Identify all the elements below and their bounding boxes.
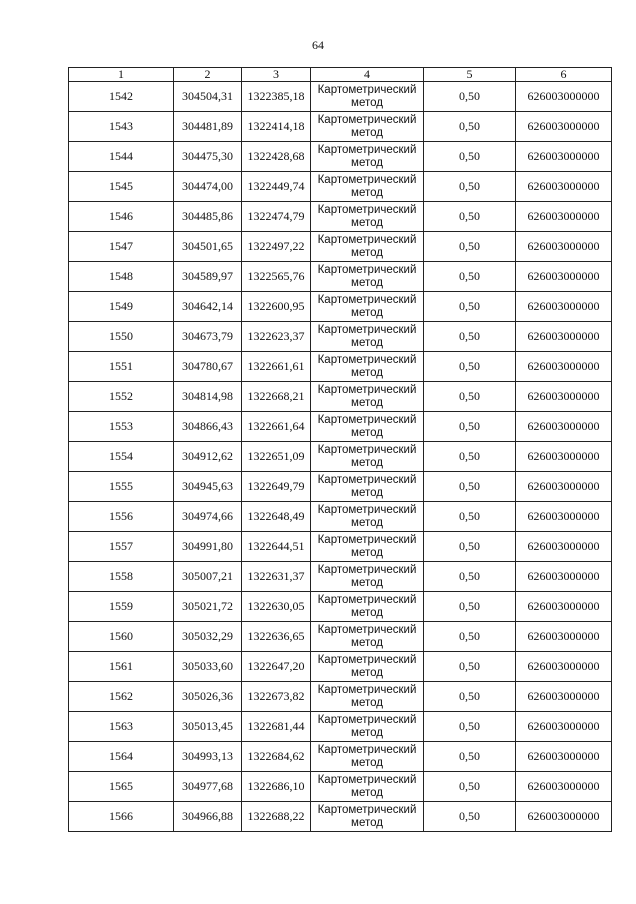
table-row [69, 202, 612, 232]
accuracy-cell: 0,50 [424, 472, 516, 502]
method-cell [311, 82, 424, 112]
table-body [69, 82, 612, 832]
y-coordinate-cell: 1322449,74 [242, 172, 311, 202]
y-coordinate-cell: 1322623,37 [242, 322, 311, 352]
method-cell [311, 562, 424, 592]
y-coordinate-cell: 1322647,20 [242, 652, 311, 682]
x-coordinate-cell: 304977,68 [174, 772, 242, 802]
code-cell: 626003000000 [516, 142, 612, 172]
method-cell [311, 472, 424, 502]
y-coordinate-cell: 1322636,65 [242, 622, 311, 652]
method-line-2: метод [351, 246, 383, 259]
point-number-cell: 1542 [69, 82, 174, 112]
table-row [69, 712, 612, 742]
accuracy-cell: 0,50 [424, 532, 516, 562]
y-coordinate-cell: 1322497,22 [242, 232, 311, 262]
x-coordinate-cell: 305013,45 [174, 712, 242, 742]
x-coordinate-cell: 304504,31 [174, 82, 242, 112]
y-coordinate-cell: 1322681,44 [242, 712, 311, 742]
method-line-2: метод [351, 396, 383, 409]
table-row [69, 382, 612, 412]
point-number-cell: 1559 [69, 592, 174, 622]
x-coordinate-cell: 304814,98 [174, 382, 242, 412]
code-cell: 626003000000 [516, 622, 612, 652]
point-number-cell: 1561 [69, 652, 174, 682]
method-line-1: Картометрический [317, 173, 417, 186]
method-cell [311, 742, 424, 772]
method-line-2: метод [351, 486, 383, 499]
method-line-2: метод [351, 666, 383, 679]
code-cell: 626003000000 [516, 112, 612, 142]
method-line-1: Картометрический [317, 263, 417, 276]
accuracy-cell: 0,50 [424, 562, 516, 592]
method-line-1: Картометрический [317, 413, 417, 426]
code-cell: 626003000000 [516, 352, 612, 382]
method-line-1: Картометрический [317, 83, 417, 96]
method-cell [311, 622, 424, 652]
x-coordinate-cell: 304993,13 [174, 742, 242, 772]
code-cell: 626003000000 [516, 232, 612, 262]
method-cell [311, 382, 424, 412]
method-line-1: Картометрический [317, 683, 417, 696]
y-coordinate-cell: 1322651,09 [242, 442, 311, 472]
accuracy-cell: 0,50 [424, 652, 516, 682]
method-cell [311, 442, 424, 472]
x-coordinate-cell: 304485,86 [174, 202, 242, 232]
method-line-2: метод [351, 696, 383, 709]
point-number-cell: 1544 [69, 142, 174, 172]
method-line-1: Картометрический [317, 293, 417, 306]
x-coordinate-cell: 305021,72 [174, 592, 242, 622]
code-cell: 626003000000 [516, 742, 612, 772]
code-cell: 626003000000 [516, 712, 612, 742]
method-cell [311, 712, 424, 742]
method-line-2: метод [351, 606, 383, 619]
accuracy-cell: 0,50 [424, 82, 516, 112]
method-line-2: метод [351, 726, 383, 739]
x-coordinate-cell: 304945,63 [174, 472, 242, 502]
method-cell [311, 322, 424, 352]
method-line-1: Картометрический [317, 533, 417, 546]
code-cell: 626003000000 [516, 292, 612, 322]
point-number-cell: 1552 [69, 382, 174, 412]
table-header [69, 68, 612, 82]
method-line-2: метод [351, 816, 383, 829]
accuracy-cell: 0,50 [424, 592, 516, 622]
x-coordinate-cell: 305026,36 [174, 682, 242, 712]
table-row [69, 142, 612, 172]
x-coordinate-cell: 304974,66 [174, 502, 242, 532]
x-coordinate-cell: 304912,62 [174, 442, 242, 472]
code-cell: 626003000000 [516, 382, 612, 412]
accuracy-cell: 0,50 [424, 622, 516, 652]
method-line-1: Картометрический [317, 503, 417, 516]
x-coordinate-cell: 304991,80 [174, 532, 242, 562]
method-line-1: Картометрический [317, 473, 417, 486]
y-coordinate-cell: 1322686,10 [242, 772, 311, 802]
accuracy-cell: 0,50 [424, 772, 516, 802]
method-line-1: Картометрический [317, 323, 417, 336]
method-line-2: метод [351, 96, 383, 109]
point-number-cell: 1548 [69, 262, 174, 292]
method-cell [311, 232, 424, 262]
accuracy-cell: 0,50 [424, 382, 516, 412]
table-row [69, 622, 612, 652]
table-row [69, 772, 612, 802]
accuracy-cell: 0,50 [424, 142, 516, 172]
method-line-2: метод [351, 546, 383, 559]
code-cell: 626003000000 [516, 802, 612, 832]
code-cell: 626003000000 [516, 592, 612, 622]
method-line-2: метод [351, 186, 383, 199]
y-coordinate-cell: 1322565,76 [242, 262, 311, 292]
accuracy-cell: 0,50 [424, 172, 516, 202]
y-coordinate-cell: 1322385,18 [242, 82, 311, 112]
method-cell [311, 802, 424, 832]
x-coordinate-cell: 305033,60 [174, 652, 242, 682]
point-number-cell: 1551 [69, 352, 174, 382]
x-coordinate-cell: 304481,89 [174, 112, 242, 142]
code-cell: 626003000000 [516, 472, 612, 502]
point-number-cell: 1550 [69, 322, 174, 352]
header-col-1: 1 [69, 68, 174, 82]
point-number-cell: 1553 [69, 412, 174, 442]
method-line-1: Картометрический [317, 773, 417, 786]
method-cell [311, 202, 424, 232]
y-coordinate-cell: 1322684,62 [242, 742, 311, 772]
method-line-2: метод [351, 366, 383, 379]
method-cell [311, 502, 424, 532]
table-row [69, 592, 612, 622]
x-coordinate-cell: 304475,30 [174, 142, 242, 172]
point-number-cell: 1545 [69, 172, 174, 202]
method-line-1: Картометрический [317, 383, 417, 396]
method-line-1: Картометрический [317, 203, 417, 216]
table-row [69, 112, 612, 142]
method-cell [311, 652, 424, 682]
point-number-cell: 1556 [69, 502, 174, 532]
code-cell: 626003000000 [516, 202, 612, 232]
method-line-1: Картометрический [317, 443, 417, 456]
x-coordinate-cell: 305007,21 [174, 562, 242, 592]
accuracy-cell: 0,50 [424, 232, 516, 262]
table-row [69, 802, 612, 832]
accuracy-cell: 0,50 [424, 262, 516, 292]
accuracy-cell: 0,50 [424, 712, 516, 742]
table-row [69, 532, 612, 562]
method-cell [311, 262, 424, 292]
method-line-1: Картометрический [317, 353, 417, 366]
method-line-2: метод [351, 216, 383, 229]
table-row [69, 172, 612, 202]
method-line-1: Картометрический [317, 593, 417, 606]
table-row [69, 472, 612, 502]
method-cell [311, 412, 424, 442]
code-cell: 626003000000 [516, 442, 612, 472]
accuracy-cell: 0,50 [424, 292, 516, 322]
point-number-cell: 1554 [69, 442, 174, 472]
method-line-2: метод [351, 306, 383, 319]
point-number-cell: 1565 [69, 772, 174, 802]
header-col-3: 3 [242, 68, 311, 82]
x-coordinate-cell: 305032,29 [174, 622, 242, 652]
page-number: 64 [312, 38, 324, 52]
code-cell: 626003000000 [516, 412, 612, 442]
method-cell [311, 142, 424, 172]
code-cell: 626003000000 [516, 82, 612, 112]
x-coordinate-cell: 304673,79 [174, 322, 242, 352]
header-col-6: 6 [516, 68, 612, 82]
point-number-cell: 1562 [69, 682, 174, 712]
code-cell: 626003000000 [516, 262, 612, 292]
method-line-2: метод [351, 336, 383, 349]
x-coordinate-cell: 304966,88 [174, 802, 242, 832]
y-coordinate-cell: 1322630,05 [242, 592, 311, 622]
accuracy-cell: 0,50 [424, 112, 516, 142]
x-coordinate-cell: 304866,43 [174, 412, 242, 442]
method-line-2: метод [351, 126, 383, 139]
method-line-1: Картометрический [317, 653, 417, 666]
point-number-cell: 1560 [69, 622, 174, 652]
method-cell [311, 682, 424, 712]
y-coordinate-cell: 1322649,79 [242, 472, 311, 502]
table-row [69, 232, 612, 262]
point-number-cell: 1555 [69, 472, 174, 502]
code-cell: 626003000000 [516, 652, 612, 682]
y-coordinate-cell: 1322668,21 [242, 382, 311, 412]
method-cell [311, 112, 424, 142]
code-cell: 626003000000 [516, 502, 612, 532]
header-col-4: 4 [311, 68, 424, 82]
x-coordinate-cell: 304780,67 [174, 352, 242, 382]
accuracy-cell: 0,50 [424, 442, 516, 472]
accuracy-cell: 0,50 [424, 202, 516, 232]
method-line-2: метод [351, 426, 383, 439]
method-line-1: Картометрический [317, 233, 417, 246]
y-coordinate-cell: 1322644,51 [242, 532, 311, 562]
table-row [69, 502, 612, 532]
y-coordinate-cell: 1322428,68 [242, 142, 311, 172]
method-line-1: Картометрический [317, 743, 417, 756]
code-cell: 626003000000 [516, 172, 612, 202]
table-row [69, 322, 612, 352]
code-cell: 626003000000 [516, 772, 612, 802]
table-row [69, 442, 612, 472]
method-line-2: метод [351, 456, 383, 469]
code-cell: 626003000000 [516, 562, 612, 592]
y-coordinate-cell: 1322600,95 [242, 292, 311, 322]
x-coordinate-cell: 304501,65 [174, 232, 242, 262]
coordinates-table [68, 67, 612, 832]
accuracy-cell: 0,50 [424, 502, 516, 532]
method-line-2: метод [351, 786, 383, 799]
accuracy-cell: 0,50 [424, 742, 516, 772]
table-row [69, 742, 612, 772]
y-coordinate-cell: 1322661,64 [242, 412, 311, 442]
method-cell [311, 352, 424, 382]
y-coordinate-cell: 1322688,22 [242, 802, 311, 832]
table-row [69, 562, 612, 592]
method-line-2: метод [351, 516, 383, 529]
method-line-1: Картометрический [317, 623, 417, 636]
y-coordinate-cell: 1322673,82 [242, 682, 311, 712]
x-coordinate-cell: 304589,97 [174, 262, 242, 292]
code-cell: 626003000000 [516, 322, 612, 352]
point-number-cell: 1557 [69, 532, 174, 562]
method-cell [311, 172, 424, 202]
accuracy-cell: 0,50 [424, 682, 516, 712]
y-coordinate-cell: 1322631,37 [242, 562, 311, 592]
method-line-1: Картометрический [317, 143, 417, 156]
accuracy-cell: 0,50 [424, 322, 516, 352]
x-coordinate-cell: 304474,00 [174, 172, 242, 202]
point-number-cell: 1547 [69, 232, 174, 262]
point-number-cell: 1546 [69, 202, 174, 232]
method-line-1: Картометрический [317, 113, 417, 126]
table-row [69, 682, 612, 712]
y-coordinate-cell: 1322474,79 [242, 202, 311, 232]
table-row [69, 292, 612, 322]
point-number-cell: 1543 [69, 112, 174, 142]
accuracy-cell: 0,50 [424, 802, 516, 832]
method-line-2: метод [351, 636, 383, 649]
method-line-2: метод [351, 156, 383, 169]
table-row [69, 82, 612, 112]
y-coordinate-cell: 1322648,49 [242, 502, 311, 532]
point-number-cell: 1563 [69, 712, 174, 742]
code-cell: 626003000000 [516, 682, 612, 712]
accuracy-cell: 0,50 [424, 352, 516, 382]
method-cell [311, 532, 424, 562]
table-row [69, 262, 612, 292]
method-cell [311, 592, 424, 622]
point-number-cell: 1566 [69, 802, 174, 832]
y-coordinate-cell: 1322414,18 [242, 112, 311, 142]
point-number-cell: 1549 [69, 292, 174, 322]
x-coordinate-cell: 304642,14 [174, 292, 242, 322]
header-row [69, 68, 612, 82]
point-number-cell: 1564 [69, 742, 174, 772]
method-line-1: Картометрический [317, 563, 417, 576]
method-cell [311, 292, 424, 322]
accuracy-cell: 0,50 [424, 412, 516, 442]
method-line-1: Картометрический [317, 803, 417, 816]
method-line-1: Картометрический [317, 713, 417, 726]
method-cell [311, 772, 424, 802]
header-col-2: 2 [174, 68, 242, 82]
point-number-cell: 1558 [69, 562, 174, 592]
method-line-2: метод [351, 576, 383, 589]
y-coordinate-cell: 1322661,61 [242, 352, 311, 382]
table-row [69, 352, 612, 382]
code-cell: 626003000000 [516, 532, 612, 562]
header-col-5: 5 [424, 68, 516, 82]
table-row [69, 412, 612, 442]
method-line-2: метод [351, 276, 383, 289]
method-line-2: метод [351, 756, 383, 769]
table-row [69, 652, 612, 682]
